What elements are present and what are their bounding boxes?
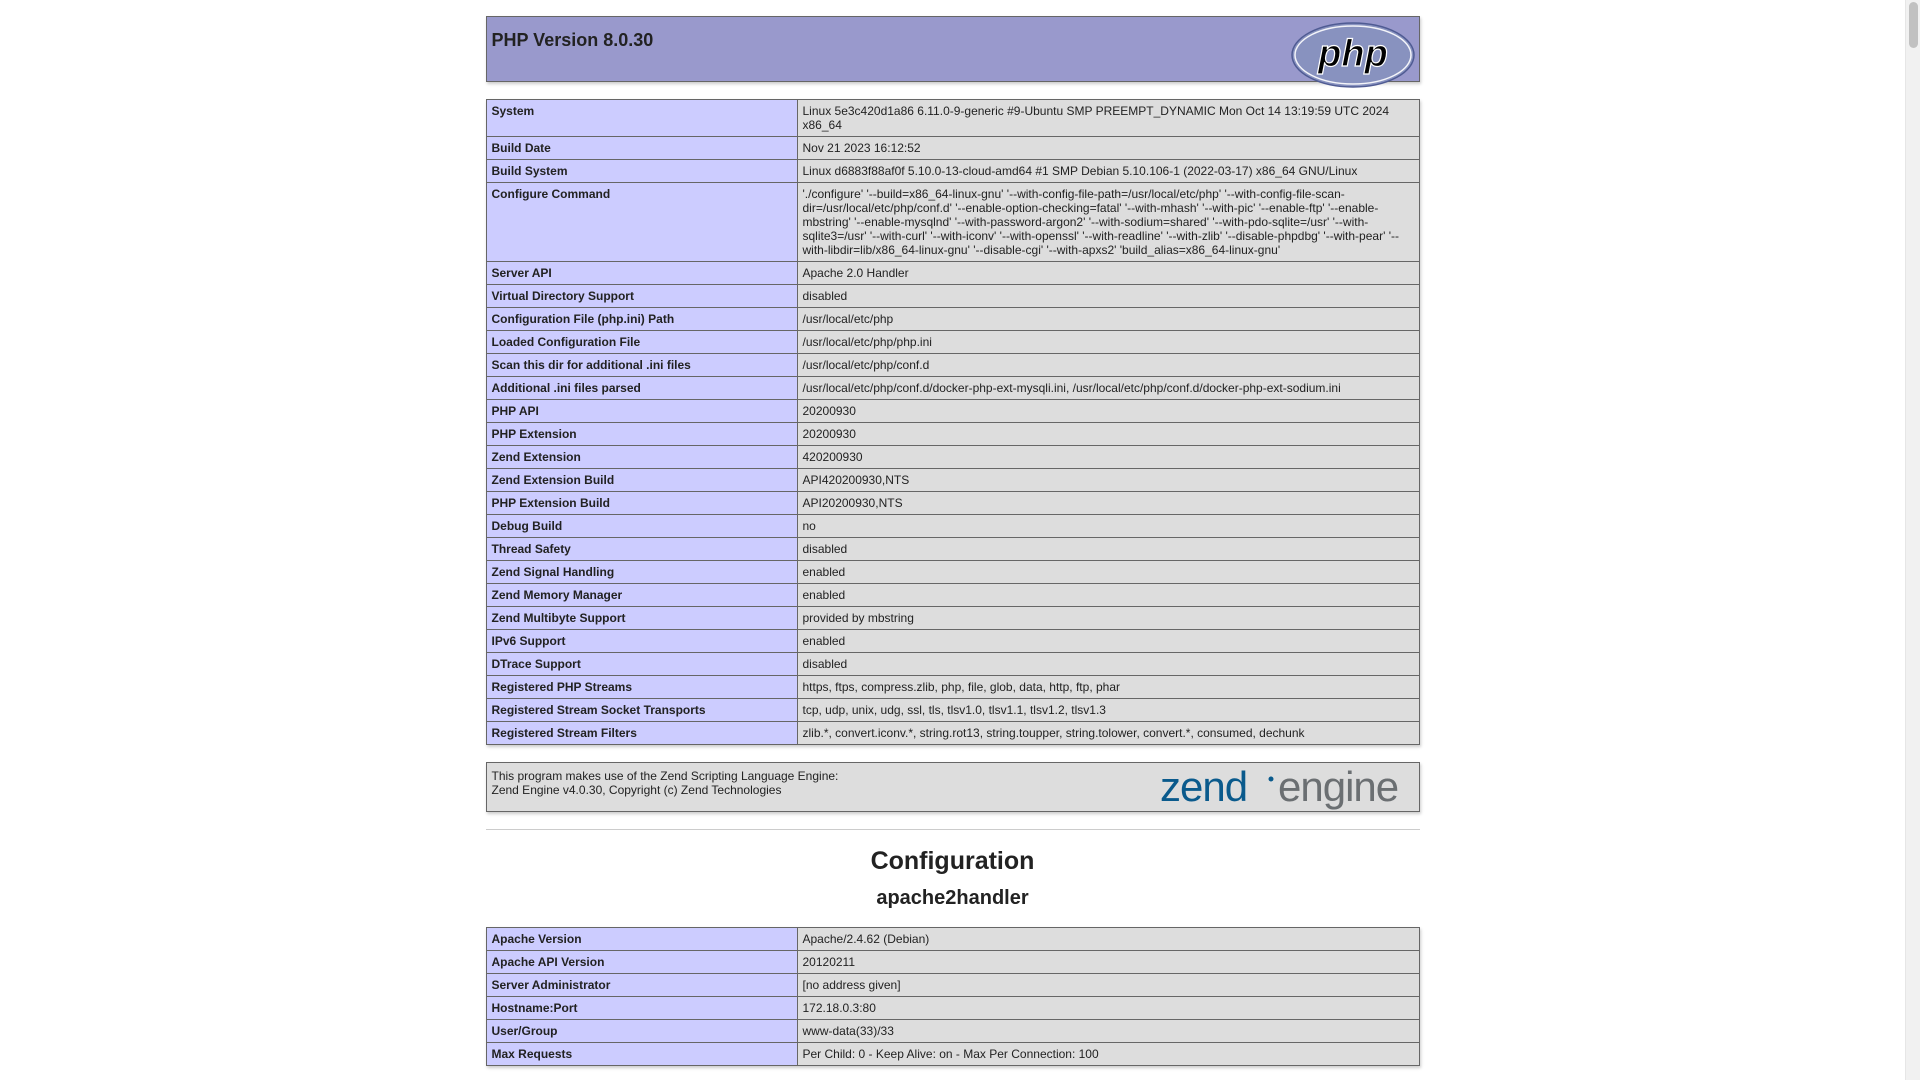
info-table bbox=[486, 99, 1420, 745]
table-row bbox=[486, 285, 1419, 308]
apache2handler-heading: apache2handler bbox=[876, 887, 1029, 909]
row-key: Additional .ini files parsed bbox=[486, 377, 797, 400]
page-title: PHP Version 8.0.30 bbox=[491, 30, 654, 50]
table-row bbox=[486, 1043, 1419, 1066]
vertical-scrollbar[interactable] bbox=[1905, 0, 1920, 1080]
zend-credits bbox=[492, 769, 839, 797]
header-table bbox=[486, 16, 1420, 82]
row-key: Zend Multibyte Support bbox=[486, 607, 797, 630]
row-value: './configure' '--build=x86_64-linux-gnu' '--with-config-file-path=/usr/local/etc/php' '--with-config-file-scan-dir=/usr/local/etc/php/conf.d' '--enable-option-checking=fatal' '--with-mhash' '--with-pic' '--enable-ftp' '--enable-mbstring' '--enable-mysqlnd' '--with-password-argon2' '--with-sodium=shared' '--with-pdo-sqlite=/usr' '--with-sqlite3=/usr' '--with-curl' '--with-iconv' '--with-openssl' '--with-readline' '--with-zlib' '--disable-phpdbg' '--with-pear' '--with-libdir=lib/x86_64-linux-gnu' '--disable-cgi' '--with-apxs2' 'build_alias=x86_64-linux-gnu' bbox=[797, 183, 1419, 262]
table-row bbox=[486, 974, 1419, 997]
row-key: DTrace Support bbox=[486, 653, 797, 676]
row-value: /usr/local/etc/php/conf.d/docker-php-ext-mysqli.ini, /usr/local/etc/php/conf.d/docker-php-ext-sodium.ini bbox=[797, 377, 1419, 400]
table-row bbox=[486, 997, 1419, 1020]
php-logo-text: php bbox=[1317, 33, 1388, 75]
row-key: Apache API Version bbox=[486, 951, 797, 974]
row-value: API420200930,NTS bbox=[797, 469, 1419, 492]
row-key: Zend Memory Manager bbox=[486, 584, 797, 607]
row-key: Loaded Configuration File bbox=[486, 331, 797, 354]
table-row bbox=[486, 492, 1419, 515]
table-row bbox=[486, 160, 1419, 183]
row-key: Debug Build bbox=[486, 515, 797, 538]
row-value: /usr/local/etc/php bbox=[797, 308, 1419, 331]
table-row bbox=[486, 183, 1419, 262]
row-value: https, ftps, compress.zlib, php, file, glob, data, http, ftp, phar bbox=[797, 676, 1419, 699]
row-key: Max Requests bbox=[486, 1043, 797, 1066]
row-key: Configure Command bbox=[486, 183, 797, 262]
table-row bbox=[486, 423, 1419, 446]
row-key: PHP API bbox=[486, 400, 797, 423]
row-value: tcp, udp, unix, udg, ssl, tls, tlsv1.0, tlsv1.1, tlsv1.2, tlsv1.3 bbox=[797, 699, 1419, 722]
table-row bbox=[486, 653, 1419, 676]
zend-line-1: This program makes use of the Zend Scripting Language Engine: bbox=[491, 769, 839, 783]
row-key: Virtual Directory Support bbox=[486, 285, 797, 308]
header-cell bbox=[486, 17, 1419, 82]
configuration-heading: Configuration bbox=[870, 847, 1035, 875]
table-row bbox=[486, 331, 1419, 354]
content bbox=[486, 16, 1420, 1066]
table-row bbox=[486, 699, 1419, 722]
zend-table bbox=[486, 762, 1420, 812]
table-row bbox=[486, 262, 1419, 285]
row-value: API20200930,NTS bbox=[797, 492, 1419, 515]
row-key: PHP Extension Build bbox=[486, 492, 797, 515]
table-row bbox=[486, 100, 1419, 137]
row-key: PHP Extension bbox=[486, 423, 797, 446]
php-logo-icon[interactable] bbox=[1291, 22, 1415, 88]
row-key: Registered PHP Streams bbox=[486, 676, 797, 699]
row-value: [no address given] bbox=[797, 974, 1419, 997]
row-value: Linux d6883f88af0f 5.10.0-13-cloud-amd64 #1 SMP Debian 5.10.106-1 (2022-03-17) x86_64 GNU/Linux bbox=[797, 160, 1419, 183]
zend-line-2: Zend Engine v4.0.30, Copyright (c) Zend Technologies bbox=[491, 783, 782, 797]
row-value: no bbox=[797, 515, 1419, 538]
table-row bbox=[486, 561, 1419, 584]
table-row bbox=[486, 469, 1419, 492]
table-row bbox=[486, 584, 1419, 607]
row-key: Configuration File (php.ini) Path bbox=[486, 308, 797, 331]
row-value: Per Child: 0 - Keep Alive: on - Max Per Connection: 100 bbox=[797, 1043, 1419, 1066]
table-row bbox=[486, 951, 1419, 974]
table-row bbox=[486, 354, 1419, 377]
row-value: enabled bbox=[797, 561, 1419, 584]
row-value: enabled bbox=[797, 630, 1419, 653]
table-row bbox=[486, 722, 1419, 745]
table-row bbox=[486, 446, 1419, 469]
row-key: System bbox=[486, 100, 797, 137]
table-row bbox=[486, 400, 1419, 423]
row-value: 172.18.0.3:80 bbox=[797, 997, 1419, 1020]
table-row bbox=[486, 607, 1419, 630]
row-key: Thread Safety bbox=[486, 538, 797, 561]
row-key: Scan this dir for additional .ini files bbox=[486, 354, 797, 377]
row-value: /usr/local/etc/php/conf.d bbox=[797, 354, 1419, 377]
row-key: Build Date bbox=[486, 137, 797, 160]
row-key: Registered Stream Filters bbox=[486, 722, 797, 745]
row-key: Zend Extension bbox=[486, 446, 797, 469]
row-value: /usr/local/etc/php/php.ini bbox=[797, 331, 1419, 354]
table-row bbox=[486, 928, 1419, 951]
row-key: User/Group bbox=[486, 1020, 797, 1043]
row-value: Apache/2.4.62 (Debian) bbox=[797, 928, 1419, 951]
zend-logo-word2: engine bbox=[1277, 767, 1398, 810]
row-key: Apache Version bbox=[486, 928, 797, 951]
row-key: IPv6 Support bbox=[486, 630, 797, 653]
zend-engine-logo-icon[interactable] bbox=[1160, 767, 1414, 812]
row-value: enabled bbox=[797, 584, 1419, 607]
row-value: www-data(33)/33 bbox=[797, 1020, 1419, 1043]
row-value: Nov 21 2023 16:12:52 bbox=[797, 137, 1419, 160]
row-value: 20200930 bbox=[797, 400, 1419, 423]
row-value: Apache 2.0 Handler bbox=[797, 262, 1419, 285]
zend-logo-word1: zend bbox=[1159, 767, 1247, 810]
row-value: provided by mbstring bbox=[797, 607, 1419, 630]
row-key: Server API bbox=[486, 262, 797, 285]
scrollbar-thumb[interactable] bbox=[1909, 2, 1918, 48]
table-row bbox=[486, 538, 1419, 561]
table-row bbox=[486, 515, 1419, 538]
row-value: disabled bbox=[797, 285, 1419, 308]
row-value: Linux 5e3c420d1a86 6.11.0-9-generic #9-Ubuntu SMP PREEMPT_DYNAMIC Mon Oct 14 13:19:59 UTC 2024 x86_64 bbox=[797, 100, 1419, 137]
zend-cell bbox=[486, 763, 1419, 812]
section-divider bbox=[486, 829, 1420, 830]
row-value: 20200930 bbox=[797, 423, 1419, 446]
table-row bbox=[486, 1020, 1419, 1043]
apache-table bbox=[486, 927, 1420, 1066]
row-key: Hostname:Port bbox=[486, 997, 797, 1020]
row-key: Build System bbox=[486, 160, 797, 183]
table-row bbox=[486, 137, 1419, 160]
row-key: Zend Signal Handling bbox=[486, 561, 797, 584]
row-key: Server Administrator bbox=[486, 974, 797, 997]
row-key: Registered Stream Socket Transports bbox=[486, 699, 797, 722]
row-value: 20120211 bbox=[797, 951, 1419, 974]
row-value: disabled bbox=[797, 653, 1419, 676]
row-value: 420200930 bbox=[797, 446, 1419, 469]
table-row bbox=[486, 377, 1419, 400]
table-row bbox=[486, 676, 1419, 699]
table-row bbox=[486, 630, 1419, 653]
row-key: Zend Extension Build bbox=[486, 469, 797, 492]
row-value: disabled bbox=[797, 538, 1419, 561]
zend-logo-dot bbox=[1268, 777, 1273, 782]
row-value: zlib.*, convert.iconv.*, string.rot13, string.toupper, string.tolower, convert.*, consumed, dechunk bbox=[797, 722, 1419, 745]
table-row bbox=[486, 308, 1419, 331]
